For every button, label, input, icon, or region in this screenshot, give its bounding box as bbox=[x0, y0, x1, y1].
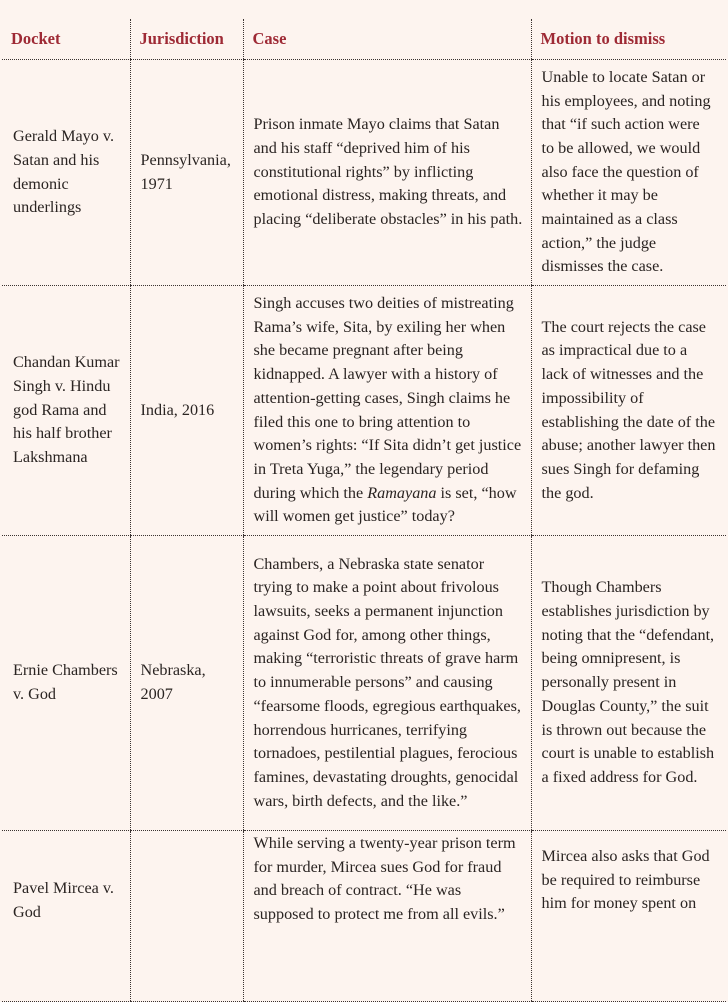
docket-cell: Ernie Chambers v. God bbox=[2, 536, 130, 831]
case-cell: Chambers, a Nebraska state senator trying to make a point about frivolous lawsuits, seeks a permanent injunction against God for, among other things, making “terroristic threats of grave harm to innumerable persons” and causing “fearsome floods, egregious earthquakes, horrendous hurricanes, terrifying tornadoes, pestilential plagues, ferocious famines, devastating droughts, genocidal wars, birth defects, and the like.” bbox=[243, 536, 531, 831]
case-cell: While serving a twenty-year prison term for murder, Mircea sues God for fraud and breach of contract. “He was supposed to protect me from all evils.” bbox=[243, 831, 531, 1002]
table-row bbox=[2, 536, 726, 831]
jurisdiction-cell: Nebraska, 2007 bbox=[130, 536, 243, 831]
motion-cell: Though Chambers establishes jurisdiction by noting that the “defendant, being omnipresent, is personally present in Douglas County,” the suit is thrown out because the court is unable to establish a fixed address for God. bbox=[531, 536, 726, 831]
header-row bbox=[2, 19, 726, 60]
header-motion: Motion to dismiss bbox=[531, 19, 726, 60]
jurisdiction-cell: Pennsylvania, 1971 bbox=[130, 60, 243, 286]
jurisdiction-cell bbox=[130, 831, 243, 1002]
jurisdiction-cell: India, 2016 bbox=[130, 286, 243, 536]
header-jurisdiction: Jurisdiction bbox=[130, 19, 243, 60]
table-body bbox=[2, 60, 726, 1002]
header-docket: Docket bbox=[2, 19, 130, 60]
case-text-italic: Ramayana bbox=[367, 483, 437, 502]
table-row bbox=[2, 286, 726, 536]
case-text-before: Singh accuses two deities of mistreating Rama’s wife, Sita, by exiling her when she became pregnant after being kidnapped. A lawyer with a history of attention-getting cases, Singh claims he filed this one to bring attention to women’s rights: “If Sita didn’t get justice in Treta Yuga,” the legendary period during which the bbox=[253, 293, 522, 502]
motion-cell: Unable to locate Satan or his employees, and noting that “if such action were to be allowed, we would also face the question of whether it may be maintained as a class action,” the judge dismisses the case. bbox=[531, 60, 726, 286]
docket-cell: Pavel Mircea v. God bbox=[2, 831, 130, 1002]
case-cell: Prison inmate Mayo claims that Satan and his staff “deprived him of his constitutional rights” by inflicting emotional distress, making threats, and placing “deliberate obstacles” in his path. bbox=[243, 60, 531, 286]
lawsuits-table bbox=[2, 19, 726, 1002]
motion-cell: Mircea also asks that God be required to reimburse him for money spent on bbox=[531, 831, 726, 1002]
case-text-after: is set, “how will women get justice” today? bbox=[253, 483, 517, 526]
table-row bbox=[2, 60, 726, 286]
docket-cell: Chandan Kumar Singh v. Hindu god Rama and his half brother Lakshmana bbox=[2, 286, 130, 536]
motion-cell: The court rejects the case as impractical due to a lack of witnesses and the impossibility of establishing the date of the abuse; another lawyer then sues Singh for defaming the god. bbox=[531, 286, 726, 536]
docket-cell: Gerald Mayo v. Satan and his demonic underlings bbox=[2, 60, 130, 286]
case-cell bbox=[243, 286, 531, 536]
table-row bbox=[2, 831, 726, 1002]
table-header bbox=[2, 19, 726, 60]
header-case: Case bbox=[243, 19, 531, 60]
